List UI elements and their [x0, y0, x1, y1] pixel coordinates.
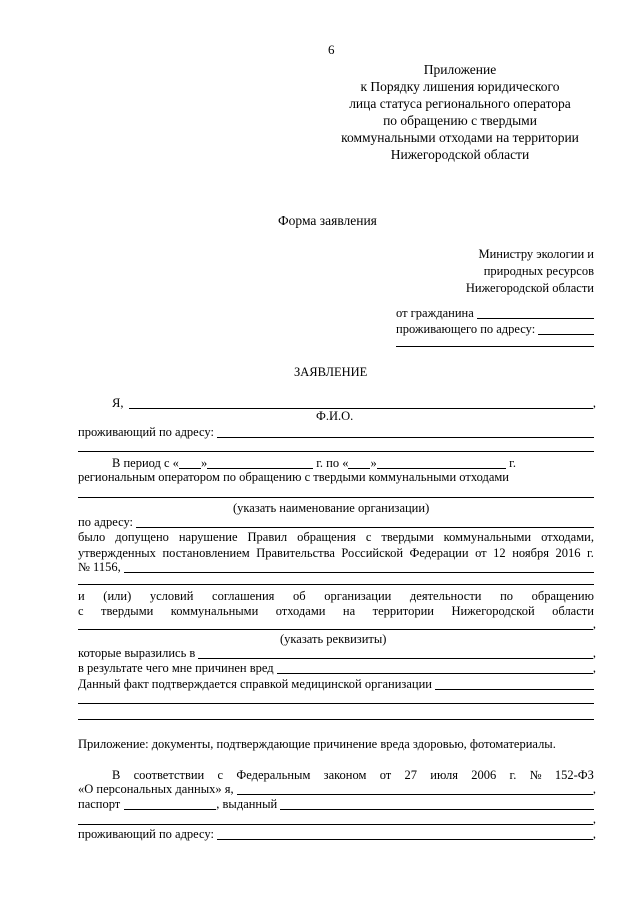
decree-line-2[interactable] [78, 584, 594, 585]
i-label: Я, [112, 396, 124, 410]
passport-issued-field[interactable] [280, 798, 594, 810]
word: 2006 [471, 768, 497, 782]
word: Правительства [256, 546, 335, 560]
word: с [365, 530, 372, 544]
word: соглашения [212, 589, 275, 603]
period-end-month-year-field[interactable] [377, 457, 506, 469]
appendix-line: лица статуса регионального оператора [349, 96, 571, 111]
word: В [112, 768, 121, 782]
word: об [293, 589, 306, 603]
details-caption: (указать реквизиты) [280, 632, 387, 646]
living2-row: проживающий по адресу: , [78, 827, 596, 841]
word: условий [149, 589, 194, 603]
living-line-2[interactable] [78, 451, 594, 452]
period-start-day-field[interactable] [179, 457, 201, 469]
harm-row: в результате чего мне причинен вред , [78, 661, 596, 675]
word: области [552, 604, 594, 618]
living2-field[interactable] [217, 828, 593, 840]
word: допущено [115, 530, 169, 544]
passport-issued-field-2[interactable] [78, 813, 593, 825]
word: июля [430, 768, 458, 782]
territory-field[interactable] [78, 618, 593, 630]
addressee-line: Министру экологии и [478, 247, 594, 261]
appendix-block [310, 61, 610, 163]
address-row [396, 322, 594, 337]
word: законом [323, 768, 367, 782]
violation-text [78, 530, 594, 545]
word: Федеральным [236, 768, 311, 782]
fact-row: Данный факт подтверждается справкой медицинской организации [78, 677, 594, 692]
word: обращению [531, 589, 594, 603]
word: обращения [297, 530, 356, 544]
word: 152-ФЗ [554, 768, 594, 782]
passport-row: паспорт , выданный [78, 797, 594, 812]
attachment-text: Приложение: документы, подтверждающие причинение вреда здоровью, фотоматериалы. [78, 737, 556, 751]
word: было [78, 530, 106, 544]
from-citizen-label: от гражданина [396, 306, 474, 320]
word: нарушение [178, 530, 238, 544]
form-title: Форма заявления [278, 213, 377, 228]
word: отходами, [541, 530, 594, 544]
organization-line[interactable] [78, 497, 594, 498]
conditions-text [78, 589, 594, 604]
fio-caption: Ф.И.О. [316, 409, 354, 423]
page-number: 6 [328, 42, 335, 57]
address-field[interactable] [538, 323, 594, 335]
harm-field[interactable] [277, 662, 593, 674]
word: с [78, 604, 84, 618]
addressee-block [420, 246, 594, 297]
org-address-row: по адресу: [78, 515, 594, 530]
word: постановлением [162, 546, 250, 560]
decree-field[interactable] [124, 561, 594, 573]
word: отходами [275, 604, 326, 618]
period-row: В период с « » г. по « » г. [112, 456, 516, 470]
address-label: проживающего по адресу: [396, 322, 536, 336]
word: коммунальными [170, 604, 259, 618]
addressee-line: природных ресурсов [483, 264, 594, 278]
appendix-line: к Порядку лишения юридического [360, 79, 560, 94]
regional-operator-text: региональным оператором по обращению с твердыми коммунальными отходами [78, 470, 509, 484]
addressee-line: Нижегородской области [465, 281, 594, 295]
address-line-2[interactable] [396, 346, 594, 347]
expressed-field[interactable] [198, 647, 593, 659]
word: организации [324, 589, 392, 603]
from-citizen-row [396, 306, 594, 321]
word: ноября [512, 546, 549, 560]
word: 12 [493, 546, 506, 560]
word: 2016 [555, 546, 581, 560]
word: Федерации [409, 546, 469, 560]
word: с [217, 768, 224, 782]
territory-fill-row: , [78, 617, 596, 632]
word: от [475, 546, 487, 560]
issued-cont-row: , [78, 812, 596, 827]
appendix-line: по обращению с твердыми [383, 113, 537, 128]
word: Нижегородской [451, 604, 535, 618]
word: территории [372, 604, 434, 618]
word: г. [587, 546, 594, 560]
i-row: Я, , [112, 396, 596, 410]
word: г. [509, 768, 517, 782]
living-label: проживающий по адресу: [78, 425, 214, 439]
expressed-row: которые выразились в , [78, 646, 596, 660]
word: 27 [404, 768, 418, 782]
appendix-line: коммунальными отходами на территории [341, 130, 579, 145]
personal-data-row: «О персональных данных» я, , [78, 782, 596, 796]
word: (или) [103, 589, 132, 603]
appendix-line: Приложение [423, 62, 497, 77]
word: утвержденных [78, 546, 156, 560]
fio-field[interactable] [129, 397, 592, 409]
word: Российской [341, 546, 404, 560]
statement-title: ЗАЯВЛЕНИЕ [294, 365, 368, 379]
living-field[interactable] [217, 426, 594, 438]
fact-field[interactable] [435, 678, 594, 690]
approved-text [78, 546, 594, 561]
word: твердыми [381, 530, 434, 544]
word: соответствии [133, 768, 205, 782]
word: деятельности [409, 589, 482, 603]
organization-caption: (указать наименование организации) [233, 501, 430, 515]
word: по [500, 589, 514, 603]
word: твердыми [101, 604, 154, 618]
decree-number-row: № 1156, [78, 560, 594, 575]
living-row [78, 425, 594, 440]
appendix-line: Нижегородской области [390, 147, 530, 162]
from-citizen-field[interactable] [477, 307, 594, 319]
org-address-field[interactable] [136, 516, 594, 528]
word: и [78, 589, 85, 603]
fact-line-3[interactable] [78, 719, 594, 720]
personal-data-name-field[interactable] [237, 783, 593, 795]
period-start-month-year-field[interactable] [207, 457, 313, 469]
law-text [112, 768, 594, 783]
period-end-day-field[interactable] [348, 457, 370, 469]
word: № [529, 768, 542, 782]
word: от [379, 768, 392, 782]
word: на [342, 604, 356, 618]
passport-number-field[interactable] [124, 798, 216, 810]
word: коммунальными [443, 530, 532, 544]
fact-line-2[interactable] [78, 703, 594, 704]
word: Правил [247, 530, 288, 544]
